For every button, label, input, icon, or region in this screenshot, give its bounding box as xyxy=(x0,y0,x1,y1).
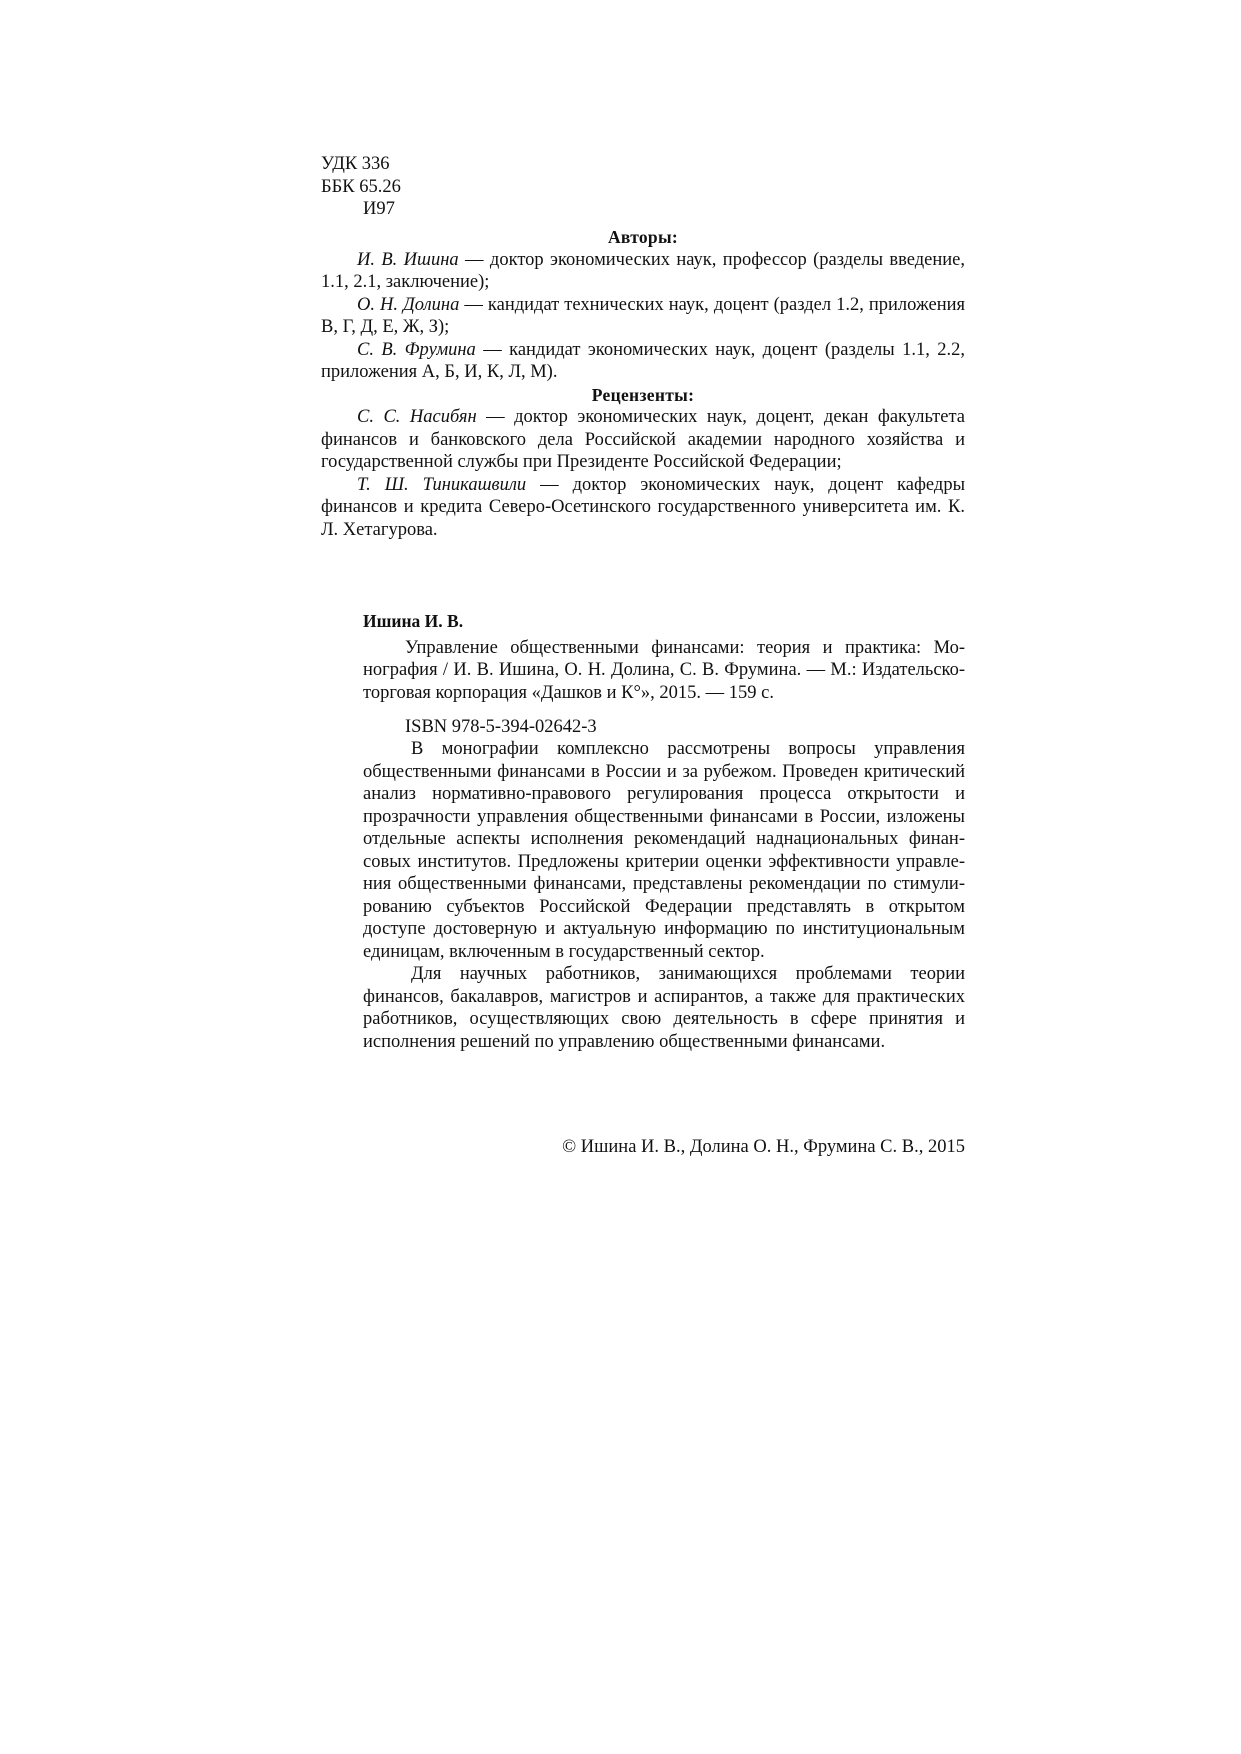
bibliographic-record xyxy=(363,610,965,739)
bbk-code: ББК 65.26 xyxy=(321,176,401,197)
author-name: О. Н. Долина xyxy=(357,294,460,315)
author-mark: И97 xyxy=(363,199,395,219)
reviewers-heading: Рецензенты: xyxy=(591,384,695,405)
udk-code: УДК 336 xyxy=(321,154,390,174)
author-name: И. В. Ишина xyxy=(357,249,459,270)
author-entry xyxy=(321,339,965,384)
author-entry xyxy=(321,294,965,339)
authors-heading: Авторы: xyxy=(607,227,679,247)
reviewer-name: С. С. Насибян xyxy=(357,407,477,427)
author-name: С. В. Фрумина xyxy=(357,339,476,360)
reviewer-description: — доктор экономических наук, доцент кафедры финансов и кредита Северо-Осетинского государственного университета им. К. Л. Хетагурова. xyxy=(321,474,965,540)
author-entry xyxy=(321,249,965,294)
author-description: — доктор экономических наук, профессор (разделы введение, 1.1, 2.1, заключение); xyxy=(321,249,965,292)
annotation-paragraph: Для научных работников, занимающихся проблемами теории финансов, бакалавров, магистров и аспирантов, а также для практических работников, осуществляющих свою деятельность в сфере принятия и исполнения решений по управлению общественными финансами. xyxy=(363,964,965,1052)
copyright-notice: © Ишина И. В., Долина О. Н., Фрумина С. В., 2015 xyxy=(562,1137,965,1157)
bibliography-author: Ишина И. В. xyxy=(363,611,464,631)
annotation-section xyxy=(363,738,965,1053)
author-description: — кандидат технических наук, доцент (раздел 1.2, приложения В, Г, Д, Е, Ж, З); xyxy=(321,294,965,337)
annotation-paragraph: В монографии комплексно рассмотрены вопросы управления общественными финансами в России и за рубежом. Проведен критический анализ нормативно-правового регулирования процесса открытости и прозрачности управления общественными финансами в России, изложены отдельные аспекты исполнения рекомендаций наднациональных финансовых институтов. Предложены критерии оценки эффективности управления общественными финансами, представлены рекомендации по стимулированию субъектов Российской Федерации представлять в открытом доступе достоверную и актуальную информацию по институциональным единицам, включенным в государственный сектор. xyxy=(363,739,965,962)
bibliography-description: Управление общественными финансами: теория и практика: Монография / И. В. Ишина, О. Н. Долина, С. В. Фрумина. — М.: Издательско-торговая корпорация «Дашков и К°», 2015. — 159 с. xyxy=(363,637,965,703)
credits-section xyxy=(321,226,965,541)
reviewer-description: — доктор экономических наук, доцент, декан факультета финансов и банковского дела Российской академии народного хозяйства и государственной службы при Президенте Российской Федерации; xyxy=(321,407,965,472)
author-description: — кандидат экономических наук, доцент (разделы 1.1, 2.2, приложения А, Б, И, К, Л, М). xyxy=(321,339,965,382)
reviewer-entry xyxy=(321,406,965,474)
reviewer-entry xyxy=(321,474,965,542)
classification-codes xyxy=(321,153,521,221)
reviewer-name: Т. Ш. Тиникашвили xyxy=(357,474,527,495)
isbn-number: ISBN 978-5-394-02642-3 xyxy=(405,717,597,737)
